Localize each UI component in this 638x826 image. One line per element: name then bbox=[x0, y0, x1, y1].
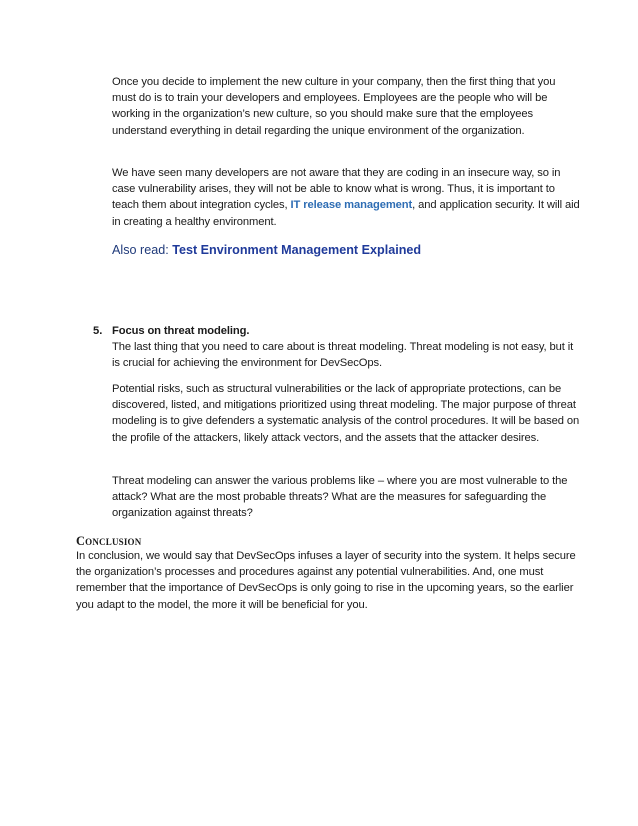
it-release-management-link[interactable]: IT release management bbox=[290, 199, 413, 212]
paragraph-potential-risks: Potential risks, such as structural vulnerabilities or the lack of appropriate protections, can be discovered, listed, and mitigations prioritized using threat modeling. The major purpose of threat modeling is to give defenders a systematic analysis of the control procedures. It will be based on the profile of the attackers, likely attack vectors, and the assets that the attacker desires. bbox=[112, 383, 580, 444]
list-item-heading: Focus on threat modeling. bbox=[112, 325, 250, 337]
paragraph-threat-modeling-intro: The last thing that you need to care about is threat modeling. Threat modeling is not easy, but it is crucial for achieving the environment for DevSecOps. bbox=[112, 341, 574, 370]
list-number: 5. bbox=[93, 325, 103, 337]
paragraph-insecure-coding-text: We have seen many developers are not aware that they are coding in an insecure way, so in case vulnerability arises, they will not be able to know what is wrong. Thus, it is important to teach them about integration cycles, bbox=[112, 167, 561, 212]
paragraph-insecure-coding bbox=[112, 165, 582, 230]
paragraph-threat-questions: Threat modeling can answer the various problems like – where you are most vulnerable to the attack? What are the most probable threats? What are the measures for safeguarding the organization against threats? bbox=[112, 475, 568, 520]
paragraph-insecure-coding-text-end: , and application security. It will aid in creating a healthy environment. bbox=[112, 199, 580, 228]
test-environment-management-link[interactable]: Test Environment Management Explained bbox=[172, 243, 422, 257]
also-read-label: Also read: bbox=[112, 243, 173, 257]
paragraph-train-developers: Once you decide to implement the new culture in your company, then the first thing that you must do is to train your developers and employees. Employees are the people who will be working in the organization’s new culture, so you should make sure that the employees understand everything in detail regarding the unique environment of the organization. bbox=[112, 76, 556, 137]
also-read-line bbox=[112, 241, 582, 259]
paragraph-conclusion: In conclusion, we would say that DevSecOps infuses a layer of security into the system. It helps secure the organization’s processes and procedures against any potential vulnerabilities. And, one must remember that the importance of DevSecOps is only going to rise in the upcoming years, so the earlier you adapt to the model, the more it will be beneficial for you. bbox=[76, 550, 576, 611]
conclusion-heading: Conclusion bbox=[76, 534, 142, 548]
